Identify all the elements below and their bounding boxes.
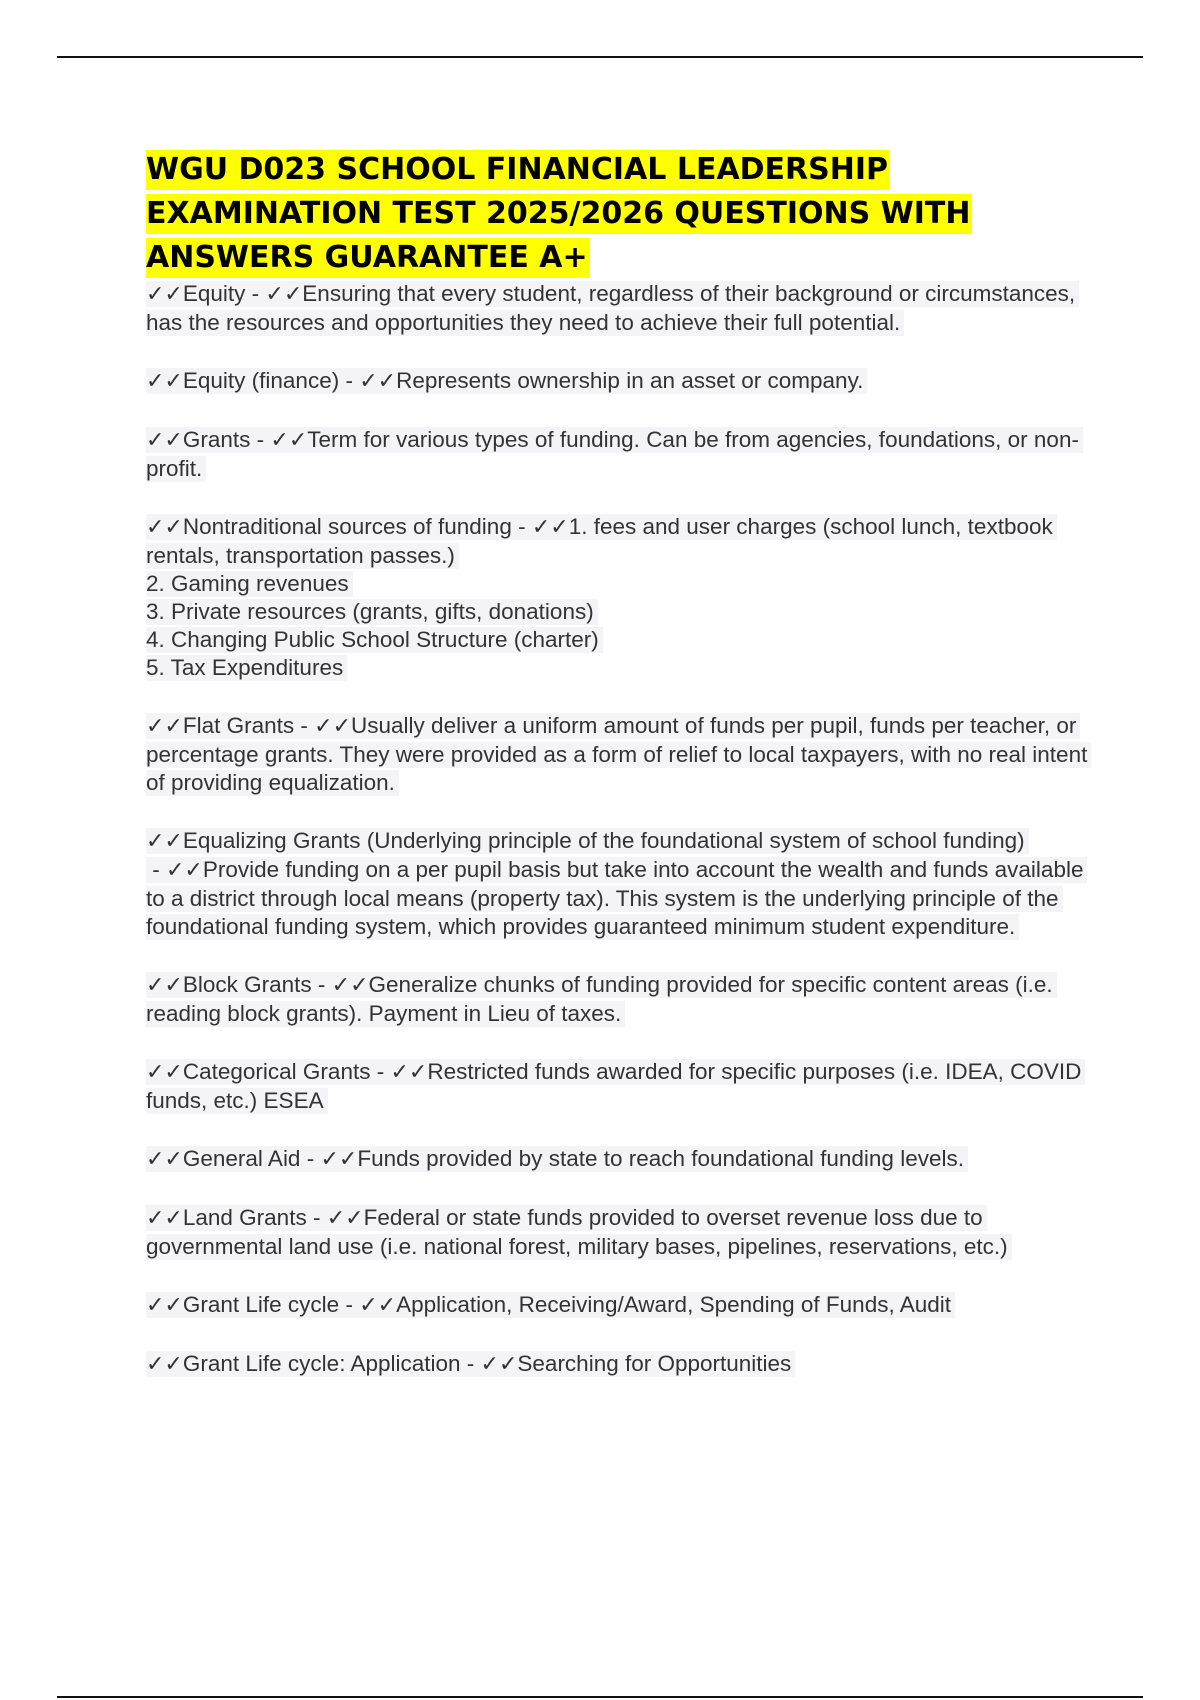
term-definition: Ensuring that every student, regardless of their background or circumstances, has the resources and opportunities they need to achieve their full potential. <box>146 281 1076 335</box>
term-definition: Represents ownership in an asset or company. <box>396 368 864 393</box>
double-check-icon: ✓✓ <box>146 973 183 998</box>
term-separator: - <box>250 427 271 452</box>
term-entry-text <box>146 972 1057 1027</box>
term-entry <box>146 280 1096 337</box>
double-check-icon: ✓✓ <box>146 1293 183 1318</box>
double-check-icon: ✓✓ <box>359 369 397 394</box>
definition-list-line: 3. Private resources (grants, gifts, donations) <box>146 599 594 624</box>
term-label: Grants <box>182 427 251 452</box>
double-check-icon: ✓✓ <box>480 1352 518 1377</box>
term-label: Land Grants <box>182 1205 307 1230</box>
term-entry-text <box>146 1059 1085 1114</box>
term-definition: Application, Receiving/Award, Spending of Funds, Audit <box>396 1292 952 1317</box>
term-label: Equalizing Grants (Underlying principle of the foundational system of school funding) <box>182 828 1025 853</box>
term-definition: 1. fees and user charges (school lunch, textbook rentals, transportation passes.) <box>146 514 1053 568</box>
term-label: Nontraditional sources of funding <box>182 514 512 539</box>
term-entry <box>146 513 1096 682</box>
term-entry <box>146 1350 1096 1379</box>
term-definition: Funds provided by state to reach foundational funding levels. <box>357 1146 964 1171</box>
term-separator: - <box>370 1059 391 1084</box>
title-line-2: EXAMINATION TEST 2025/2026 QUESTIONS WITH <box>146 194 972 234</box>
double-check-icon: ✓✓ <box>270 428 308 453</box>
term-entry-text <box>146 828 1087 940</box>
term-definition: Federal or state funds provided to overset revenue loss due to governmental land use (i.e. national forest, military bases, pipelines, reservations, etc.) <box>146 1205 1008 1259</box>
definition-list-line: 4. Changing Public School Structure (charter) <box>146 627 599 652</box>
double-check-icon: ✓✓ <box>146 515 183 540</box>
term-entry <box>146 827 1096 941</box>
term-label: Equity <box>182 281 246 306</box>
double-check-icon: ✓✓ <box>265 282 303 307</box>
footer-rule <box>57 1696 1143 1698</box>
term-label: Grant Life cycle: Application <box>182 1351 461 1376</box>
double-check-icon: ✓✓ <box>390 1060 428 1085</box>
term-separator: - <box>511 514 532 539</box>
term-definition: Term for various types of funding. Can be from agencies, foundations, or non-profit. <box>146 427 1079 481</box>
double-check-icon: ✓✓ <box>326 1206 364 1231</box>
term-entry-text <box>146 1351 795 1377</box>
term-label: Flat Grants <box>182 713 295 738</box>
title-line-1: WGU D023 SCHOOL FINANCIAL LEADERSHIP <box>146 150 890 190</box>
term-entry-text <box>146 514 1057 681</box>
term-entry-text <box>146 427 1083 482</box>
term-separator: - <box>245 281 266 306</box>
term-separator: - <box>306 1205 327 1230</box>
document-body <box>146 148 1096 1409</box>
term-label: Equity (finance) <box>182 368 340 393</box>
double-check-icon: ✓✓ <box>146 428 183 453</box>
term-entry <box>146 1291 1096 1320</box>
term-entry <box>146 1058 1096 1115</box>
double-check-icon: ✓✓ <box>146 282 183 307</box>
double-check-icon: ✓✓ <box>146 714 183 739</box>
title-line-3: ANSWERS GUARANTEE A+ <box>146 238 590 278</box>
term-entry-text <box>146 1146 968 1172</box>
double-check-icon: ✓✓ <box>314 714 352 739</box>
term-definition: Searching for Opportunities <box>517 1351 792 1376</box>
term-entry <box>146 712 1096 797</box>
term-separator: - <box>294 713 315 738</box>
term-definition: Usually deliver a uniform amount of funds per pupil, funds per teacher, or percentage grants. They were provided as a form of relief to local taxpayers, with no real intent of providing equalization. <box>146 713 1088 795</box>
term-separator: - <box>460 1351 481 1376</box>
term-entry <box>146 367 1096 396</box>
double-check-icon: ✓✓ <box>359 1293 397 1318</box>
double-check-icon: ✓✓ <box>146 829 183 854</box>
term-entry <box>146 426 1096 483</box>
term-definition: Generalize chunks of funding provided for specific content areas (i.e. reading block grants). Payment in Lieu of taxes. <box>146 972 1053 1026</box>
header-rule <box>57 56 1143 58</box>
term-definition: Provide funding on a per pupil basis but take into account the wealth and funds available to a district through local means (property tax). This system is the underlying principle of the foundational funding system, which provides guaranteed minimum student expenditure. <box>146 857 1084 939</box>
term-entry-text <box>146 1292 955 1318</box>
double-check-icon: ✓✓ <box>166 858 203 883</box>
term-definition: Restricted funds awarded for specific purposes (i.e. IDEA, COVID funds, etc.) ESEA <box>146 1059 1082 1113</box>
document-title <box>146 148 1096 280</box>
term-list <box>146 280 1096 1379</box>
term-entry <box>146 1204 1096 1261</box>
term-separator: - <box>339 368 360 393</box>
term-label: General Aid <box>182 1146 301 1171</box>
term-entry-text <box>146 713 1091 796</box>
double-check-icon: ✓✓ <box>320 1147 358 1172</box>
double-check-icon: ✓✓ <box>146 1060 183 1085</box>
term-separator: - <box>146 857 166 882</box>
double-check-icon: ✓✓ <box>146 369 183 394</box>
double-check-icon: ✓✓ <box>146 1352 183 1377</box>
term-entry <box>146 1145 1096 1174</box>
term-entry-text <box>146 1205 1012 1260</box>
double-check-icon: ✓✓ <box>331 973 369 998</box>
term-separator: - <box>300 1146 321 1171</box>
double-check-icon: ✓✓ <box>146 1206 183 1231</box>
double-check-icon: ✓✓ <box>531 515 569 540</box>
term-entry-text <box>146 281 1079 336</box>
term-label: Block Grants <box>182 972 312 997</box>
term-separator: - <box>311 972 332 997</box>
term-label: Grant Life cycle <box>182 1292 340 1317</box>
term-label: Categorical Grants <box>182 1059 371 1084</box>
term-entry <box>146 971 1096 1028</box>
term-entry-text <box>146 368 867 394</box>
double-check-icon: ✓✓ <box>146 1147 183 1172</box>
term-separator: - <box>339 1292 360 1317</box>
definition-list-line: 2. Gaming revenues <box>146 571 349 596</box>
definition-list-line: 5. Tax Expenditures <box>146 655 344 680</box>
